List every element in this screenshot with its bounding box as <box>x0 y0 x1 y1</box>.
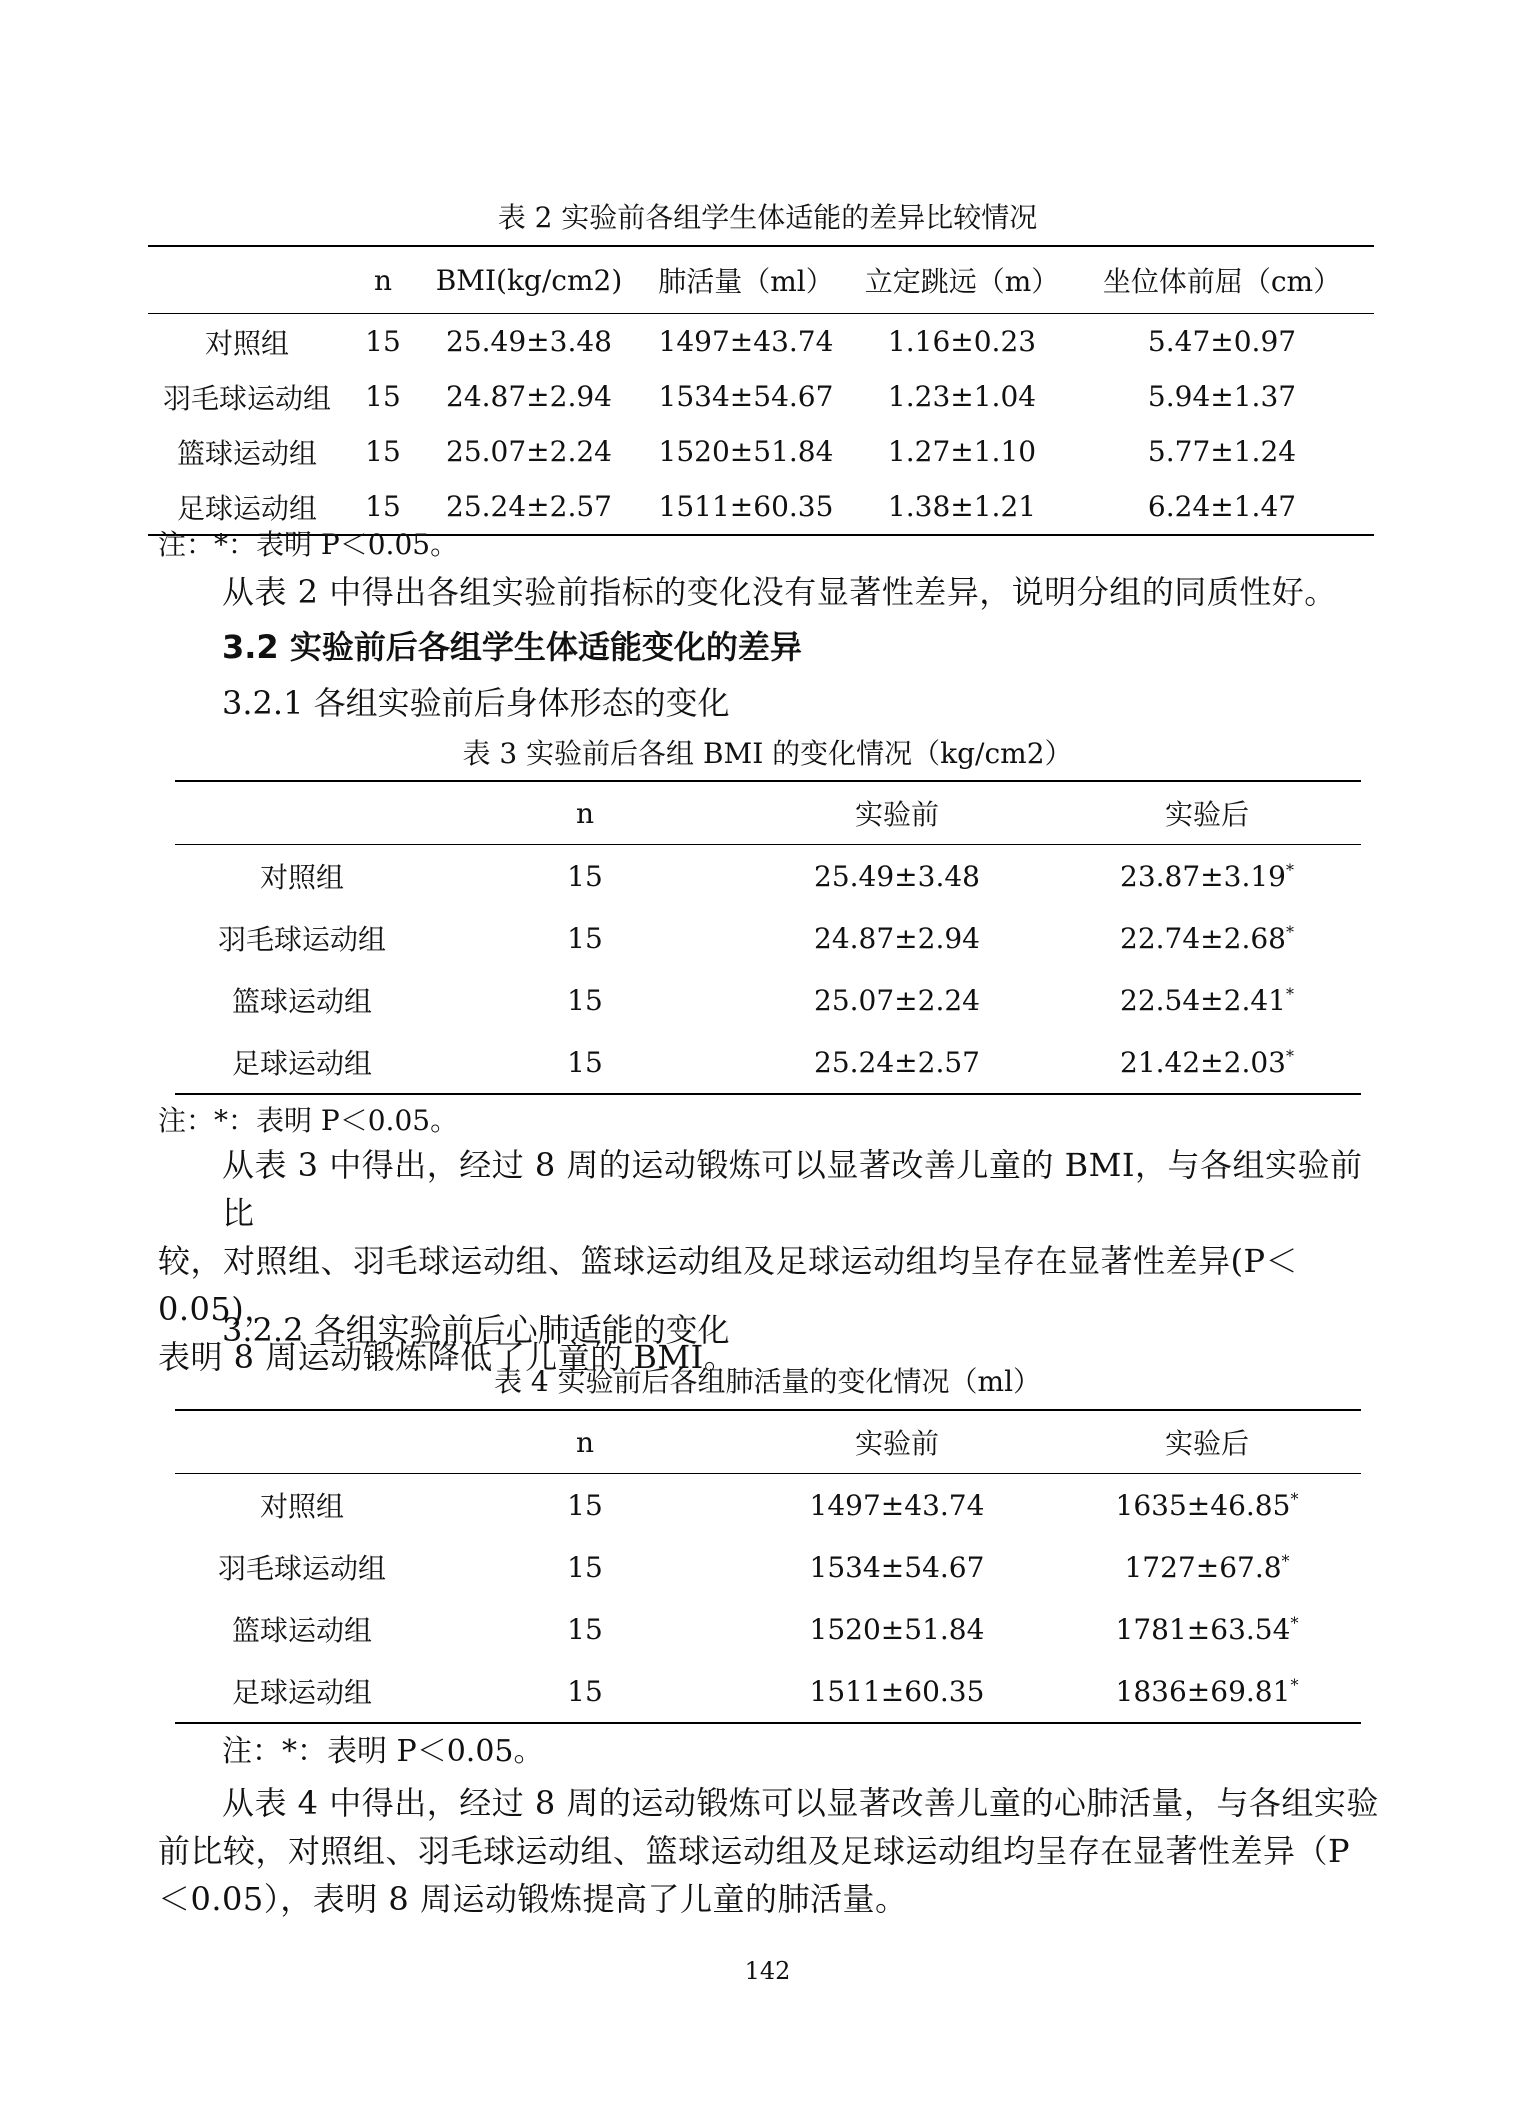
table3-cell: 24.87±2.94 <box>814 921 980 955</box>
table4-value: 1635±46.85 <box>1115 1488 1291 1522</box>
significance-mark: * <box>1285 1046 1294 1066</box>
table2 <box>148 245 1374 536</box>
table3-value: 23.87±3.19 <box>1120 859 1286 893</box>
table2-cell: 15 <box>365 380 401 413</box>
paragraph-line: 从表 4 中得出，经过 8 周的运动锻炼可以显著改善儿童的心肺活量，与各组实验 <box>222 1784 1379 1822</box>
table3-value: 22.54±2.41 <box>1120 983 1286 1017</box>
table4-header-cell: n <box>429 1410 741 1474</box>
table2-cell: 1497±43.74 <box>658 325 834 358</box>
table4-cell: 15 <box>567 1550 603 1584</box>
significance-mark: * <box>1285 922 1294 942</box>
table4-cell: 篮球运动组 <box>231 1614 372 1647</box>
subsection-heading: 3.2.1 各组实验前后身体形态的变化 <box>222 684 730 722</box>
table2-header-cell: 坐位体前屈（cm） <box>1070 246 1374 314</box>
table2-header-cell: 肺活量（ml） <box>638 246 854 314</box>
table4-value: 1781±63.54 <box>1115 1612 1291 1646</box>
table3-caption: 表 3 实验前后各组 BMI 的变化情况（kg/cm2） <box>462 737 1073 770</box>
table3-cell <box>1053 845 1361 908</box>
significance-mark: * <box>1285 860 1294 880</box>
table2-header-cell: 立定跳远（m） <box>854 246 1070 314</box>
table3-cell: 25.07±2.24 <box>814 983 980 1017</box>
table3-header-cell: n <box>429 781 741 845</box>
table2-cell: 25.07±2.24 <box>446 435 612 468</box>
table4-cell: 足球运动组 <box>231 1676 372 1709</box>
table4 <box>175 1409 1361 1724</box>
table4-cell: 对照组 <box>259 1490 344 1523</box>
table-row <box>175 1536 1361 1598</box>
table2-cell: 1.16±0.23 <box>887 325 1037 358</box>
significance-mark: * <box>1290 1675 1299 1695</box>
table2-header-cell: BMI(kg/cm2) <box>420 246 638 314</box>
table4-value: 1727±67.8 <box>1124 1550 1282 1584</box>
table3-cell: 对照组 <box>259 861 344 894</box>
table4-cell <box>1053 1474 1361 1537</box>
table2-cell: 羽毛球运动组 <box>162 381 331 415</box>
paragraph <box>158 1779 1388 1923</box>
table2-cell: 1511±60.35 <box>658 490 834 523</box>
table3-cell: 25.49±3.48 <box>814 859 980 893</box>
paragraph: 从表 2 中得出各组实验前指标的变化没有显著性差异，说明分组的同质性好。 <box>222 573 1337 611</box>
table2-cell: 25.49±3.48 <box>446 325 612 358</box>
table3-cell: 15 <box>567 859 603 893</box>
table3-cell <box>1053 907 1361 969</box>
table4-header-row <box>175 1410 1361 1474</box>
table2-caption: 表 2 实验前各组学生体适能的差异比较情况 <box>497 201 1038 234</box>
table4-caption: 表 4 实验前后各组肺活量的变化情况（ml） <box>493 1365 1042 1398</box>
table3-cell: 足球运动组 <box>231 1047 372 1080</box>
table3-value: 22.74±2.68 <box>1120 921 1286 955</box>
table4-cell: 15 <box>567 1612 603 1646</box>
table4-cell: 1520±51.84 <box>809 1612 985 1646</box>
table-row <box>175 845 1361 908</box>
table3-cell: 羽毛球运动组 <box>217 923 386 956</box>
table2-cell: 25.24±2.57 <box>446 490 612 523</box>
paragraph-line: ＜0.05），表明 8 周运动锻炼提高了儿童的肺活量。 <box>158 1880 908 1918</box>
table2-header-row <box>148 246 1374 314</box>
table2-cell: 1.23±1.04 <box>887 380 1037 413</box>
table-row <box>148 369 1374 424</box>
table3-header-cell <box>175 781 429 845</box>
table4-cell <box>1053 1660 1361 1723</box>
table2-cell: 15 <box>365 325 401 358</box>
table-row <box>148 424 1374 479</box>
table2-cell: 对照组 <box>204 326 289 360</box>
table-row <box>175 1598 1361 1660</box>
paragraph-line: 从表 3 中得出，经过 8 周的运动锻炼可以显著改善儿童的 BMI，与各组实验前比 <box>222 1146 1363 1232</box>
page-number: 142 <box>744 1957 791 1985</box>
table2-cell: 15 <box>365 435 401 468</box>
table2-cell: 5.77±1.24 <box>1147 435 1297 468</box>
table3-header-cell: 实验前 <box>741 781 1053 845</box>
table2-cell: 15 <box>365 490 401 523</box>
table2-note: 注：*：表明 P＜0.05。 <box>158 528 459 561</box>
table4-value: 1836±69.81 <box>1115 1674 1291 1708</box>
table2-header-cell: n <box>346 246 420 314</box>
table4-cell: 1511±60.35 <box>809 1674 985 1708</box>
table4-cell <box>1053 1536 1361 1598</box>
table2-cell: 1.38±1.21 <box>887 490 1037 523</box>
significance-mark: * <box>1281 1551 1290 1571</box>
table3-value: 21.42±2.03 <box>1120 1045 1286 1079</box>
significance-mark: * <box>1290 1489 1299 1509</box>
section-heading: 3.2 实验前后各组学生体适能变化的差异 <box>222 628 802 666</box>
table-row <box>175 1031 1361 1094</box>
table3-cell: 15 <box>567 983 603 1017</box>
table4-header-cell <box>175 1410 429 1474</box>
table4-cell: 15 <box>567 1488 603 1522</box>
table-row <box>175 1474 1361 1537</box>
table3 <box>175 780 1361 1095</box>
table3-header-cell: 实验后 <box>1053 781 1361 845</box>
table2-cell: 1534±54.67 <box>658 380 834 413</box>
table-row <box>148 314 1374 370</box>
table3-cell: 25.24±2.57 <box>814 1045 980 1079</box>
table3-cell <box>1053 1031 1361 1094</box>
table2-cell: 1520±51.84 <box>658 435 834 468</box>
significance-mark: * <box>1285 984 1294 1004</box>
table3-cell <box>1053 969 1361 1031</box>
table4-header-cell: 实验前 <box>741 1410 1053 1474</box>
significance-mark: * <box>1290 1613 1299 1633</box>
table4-cell <box>1053 1598 1361 1660</box>
table3-cell: 篮球运动组 <box>231 985 372 1018</box>
table4-cell: 羽毛球运动组 <box>217 1552 386 1585</box>
table4-cell: 15 <box>567 1674 603 1708</box>
table4-note: 注：*：表明 P＜0.05。 <box>222 1734 544 1769</box>
table-row <box>175 1660 1361 1723</box>
table3-cell: 15 <box>567 921 603 955</box>
table2-cell: 篮球运动组 <box>176 436 317 470</box>
table4-header-cell: 实验后 <box>1053 1410 1361 1474</box>
table2-cell: 5.94±1.37 <box>1147 380 1297 413</box>
paragraph-line: 较，对照组、羽毛球运动组、篮球运动组及足球运动组均呈存在显著性差异(P＜0.05)， <box>158 1242 1299 1328</box>
table-row <box>175 969 1361 1031</box>
table3-header-row <box>175 781 1361 845</box>
paragraph-line: 表明 8 周运动锻炼降低了儿童的 BMI。 <box>158 1338 737 1376</box>
subsection-heading: 3.2.2 各组实验前后心肺适能的变化 <box>222 1311 730 1349</box>
table2-cell: 5.47±0.97 <box>1147 325 1297 358</box>
table4-cell: 1534±54.67 <box>809 1550 985 1584</box>
paragraph-line: 前比较，对照组、羽毛球运动组、篮球运动组及足球运动组均呈存在显著性差异（P <box>158 1832 1351 1870</box>
table2-cell: 足球运动组 <box>176 491 317 525</box>
table3-cell: 15 <box>567 1045 603 1079</box>
table2-cell: 6.24±1.47 <box>1147 490 1297 523</box>
table-row <box>175 907 1361 969</box>
table2-cell: 1.27±1.10 <box>887 435 1037 468</box>
table2-header-cell <box>148 246 346 314</box>
table3-note: 注：*：表明 P＜0.05。 <box>158 1104 459 1137</box>
table2-cell: 24.87±2.94 <box>446 380 612 413</box>
table4-cell: 1497±43.74 <box>809 1488 985 1522</box>
